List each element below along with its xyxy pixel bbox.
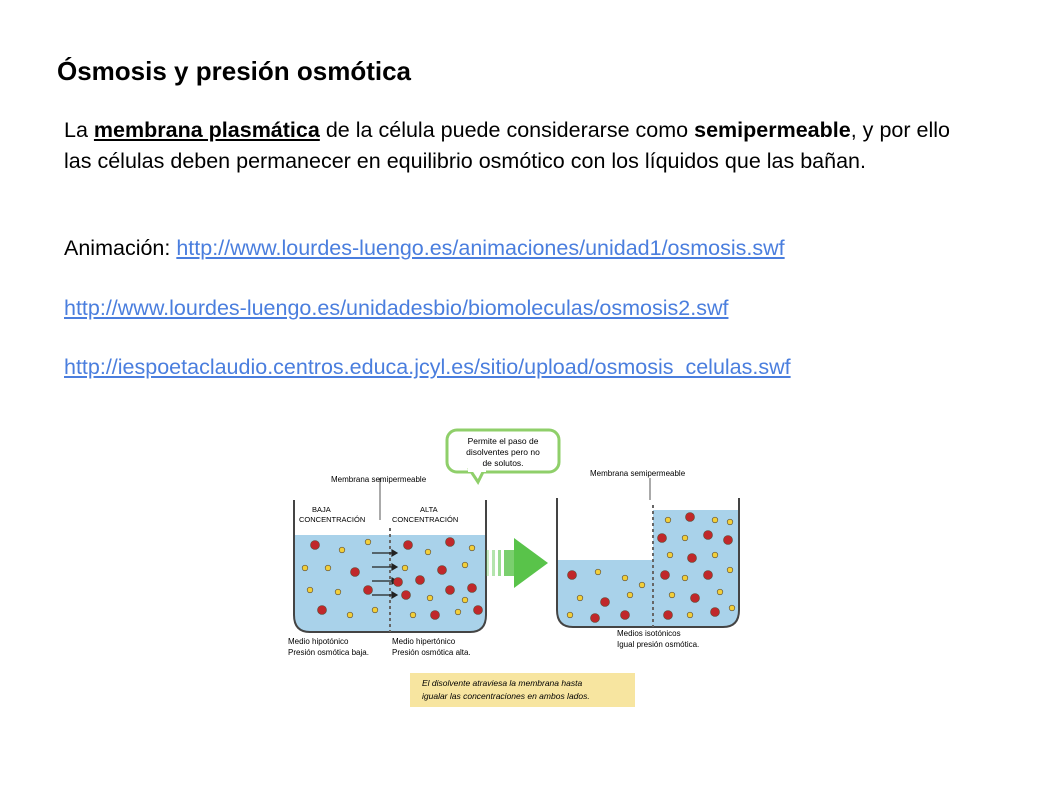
solute-particle bbox=[591, 614, 600, 623]
medios-iso-2: Igual presión osmótica. bbox=[617, 640, 700, 649]
solvent-particle bbox=[307, 587, 313, 593]
solvent-particle bbox=[669, 592, 675, 598]
green-arrow bbox=[486, 538, 548, 588]
solvent-particle bbox=[567, 612, 573, 618]
animation-link-1[interactable]: http://www.lourdes-luengo.es/animaciones/unidad1/osmosis.swf bbox=[176, 236, 785, 260]
solute-particle bbox=[704, 571, 713, 580]
solvent-particle bbox=[469, 545, 475, 551]
solvent-particle bbox=[712, 552, 718, 558]
solute-particle bbox=[658, 534, 667, 543]
solute-particle bbox=[468, 584, 477, 593]
solute-particle bbox=[351, 568, 360, 577]
solvent-particle bbox=[595, 569, 601, 575]
solute-particle bbox=[404, 541, 413, 550]
solute-particle bbox=[474, 606, 483, 615]
solute-particle bbox=[601, 598, 610, 607]
solute-particle bbox=[664, 611, 673, 620]
solute-particle bbox=[686, 513, 695, 522]
paragraph-text-1: La bbox=[64, 118, 94, 142]
solvent-particle bbox=[372, 607, 378, 613]
solvent-particle bbox=[339, 547, 345, 553]
note-box bbox=[410, 673, 635, 707]
solute-particle bbox=[688, 554, 697, 563]
note-line-1: El disolvente atraviesa la membrana hasta bbox=[422, 678, 583, 688]
animacion-line bbox=[64, 236, 785, 261]
medios-iso-1: Medios isotónicos bbox=[617, 629, 681, 638]
left-beaker bbox=[288, 475, 486, 657]
solute-particle bbox=[311, 541, 320, 550]
solute-particle bbox=[446, 586, 455, 595]
solvent-particle bbox=[682, 575, 688, 581]
bubble-line-2: disolventes pero no bbox=[466, 447, 540, 457]
solvent-particle bbox=[627, 592, 633, 598]
solute-particle bbox=[704, 531, 713, 540]
solvent-particle bbox=[347, 612, 353, 618]
medio-hipo-1: Medio hipotónico bbox=[288, 637, 349, 646]
solute-particle bbox=[568, 571, 577, 580]
link-line-2 bbox=[64, 296, 728, 321]
membrana-term: membrana plasmática bbox=[93, 118, 320, 142]
solvent-particle bbox=[665, 517, 671, 523]
osmosis-diagram-svg bbox=[280, 420, 770, 715]
medio-hiper-2: Presión osmótica alta. bbox=[392, 648, 471, 657]
solvent-particle bbox=[729, 605, 735, 611]
solvent-particle bbox=[687, 612, 693, 618]
baja-label-2: CONCENTRACIÓN bbox=[299, 515, 366, 524]
solvent-particle bbox=[325, 565, 331, 571]
animacion-label: Animación: bbox=[64, 236, 177, 260]
intro-paragraph bbox=[64, 115, 950, 177]
alta-label-2: CONCENTRACIÓN bbox=[392, 515, 459, 524]
annotation-bubble bbox=[447, 430, 559, 482]
solvent-particle bbox=[425, 549, 431, 555]
solvent-particle bbox=[335, 589, 341, 595]
solvent-particle bbox=[639, 582, 645, 588]
semipermeable-term: semipermeable bbox=[694, 118, 851, 142]
solute-particle bbox=[402, 591, 411, 600]
solute-particle bbox=[661, 571, 670, 580]
solvent-particle bbox=[727, 567, 733, 573]
solvent-particle bbox=[727, 519, 733, 525]
animation-link-3[interactable]: http://iespoetaclaudio.centros.educa.jcyl.es/sitio/upload/osmosis_celulas.swf bbox=[64, 355, 791, 379]
solvent-particle bbox=[410, 612, 416, 618]
solvent-particle bbox=[365, 539, 371, 545]
solvent-particle bbox=[462, 562, 468, 568]
alta-label-1: ALTA bbox=[420, 505, 438, 514]
solute-particle bbox=[394, 578, 403, 587]
solute-particle bbox=[438, 566, 447, 575]
note-line-2: igualar las concentraciones en ambos lados. bbox=[422, 691, 590, 701]
bubble-line-1: Permite el paso de bbox=[467, 436, 539, 446]
solute-particle bbox=[446, 538, 455, 547]
solute-particle bbox=[711, 608, 720, 617]
medio-hipo-2: Presión osmótica baja. bbox=[288, 648, 369, 657]
link-line-3 bbox=[64, 355, 791, 380]
membrana-label-left: Membrana semipermeable bbox=[331, 475, 427, 484]
solute-particle bbox=[416, 576, 425, 585]
solute-particle bbox=[621, 611, 630, 620]
solute-particle bbox=[691, 594, 700, 603]
osmosis-diagram bbox=[280, 420, 770, 715]
solvent-particle bbox=[402, 565, 408, 571]
paragraph-text-3: , y por ello las células deben permanecer en equilibrio osmótico con los líquidos que las bañan. bbox=[64, 118, 950, 173]
right-beaker bbox=[557, 469, 739, 649]
solvent-particle bbox=[302, 565, 308, 571]
solute-particle bbox=[431, 611, 440, 620]
baja-label-1: BAJA bbox=[312, 505, 331, 514]
solvent-particle bbox=[577, 595, 583, 601]
paragraph-text-2: de la célula puede considerarse como bbox=[319, 118, 695, 142]
solute-particle bbox=[364, 586, 373, 595]
solvent-particle bbox=[462, 597, 468, 603]
solvent-particle bbox=[712, 517, 718, 523]
solvent-particle bbox=[682, 535, 688, 541]
membrana-label-right: Membrana semipermeable bbox=[590, 469, 686, 478]
solute-particle bbox=[724, 536, 733, 545]
medio-hiper-1: Medio hipertónico bbox=[392, 637, 456, 646]
bubble-line-3: de solutos. bbox=[482, 458, 524, 468]
solvent-particle bbox=[455, 609, 461, 615]
solvent-particle bbox=[622, 575, 628, 581]
solvent-particle bbox=[427, 595, 433, 601]
solvent-particle bbox=[717, 589, 723, 595]
solute-particle bbox=[318, 606, 327, 615]
animation-link-2[interactable]: http://www.lourdes-luengo.es/unidadesbio/biomoleculas/osmosis2.swf bbox=[64, 296, 729, 320]
solvent-particle bbox=[667, 552, 673, 558]
page-title: Ósmosis y presión osmótica bbox=[57, 56, 412, 86]
